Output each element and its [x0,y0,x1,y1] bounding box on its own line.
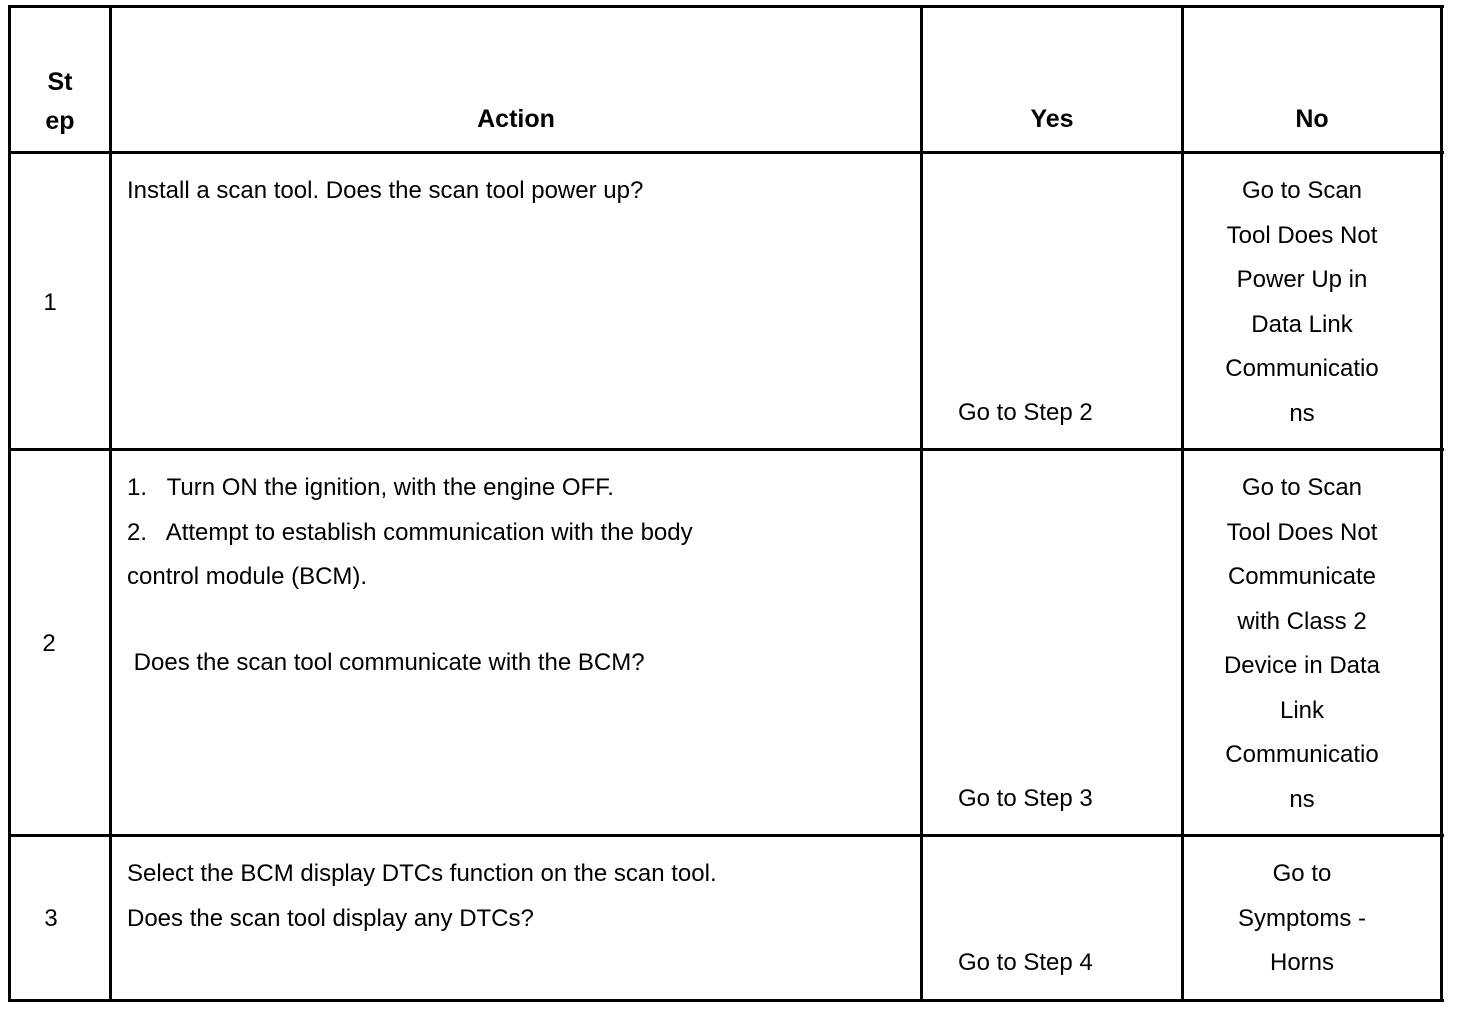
row2-action-line4: Does the scan tool communicate with the BCM? [127,648,645,676]
table-rule-top [8,5,1444,8]
table-rule-right [1440,5,1443,1002]
row2-no [1184,466,1420,822]
row2-no-line6: Link [1279,696,1325,724]
row2-no-line5: Device in Data [1223,652,1381,679]
row1-action-line1: Install a scan tool. Does the scan tool power up? [127,177,644,204]
row2-no-line8: ns [1289,785,1315,813]
row2-no-line1: Go to Scan [1241,474,1363,501]
row1-no-line1: Go to Scan [1241,177,1363,204]
row3-no [1184,852,1420,986]
row3-step: 3 [44,905,58,932]
row1-step: 1 [43,289,57,316]
table-rule-col1 [109,5,112,1002]
row3-no-line1: Go to [1272,860,1332,887]
row2-no-line3: Communicate [1227,563,1377,590]
table-rule-bottom [8,999,1444,1002]
row1-no-line4: Data Link [1251,310,1353,338]
row2-action-line1: 1. Turn ON the ignition, with the engine OFF. [127,474,614,501]
row1-action [127,169,907,214]
row1-no [1184,169,1420,436]
table-rule-left [8,5,11,1002]
table-rule-row1 [8,448,1444,451]
row2-no-line4: with Class 2 [1237,607,1367,635]
diagnostic-table [8,5,1444,1002]
row1-no-line6: ns [1289,399,1315,427]
row3-yes: Go to Step 4 [958,949,1093,976]
row2-action-line2: 2. Attempt to establish communication with the body [127,518,693,546]
header-step-line1: St [47,68,73,96]
row2-action [127,466,907,685]
header-step-line2: ep [45,107,75,135]
row1-no-line5: Communicatio [1225,355,1379,382]
row2-step: 2 [42,630,56,657]
row1-yes: Go to Step 2 [958,399,1093,426]
table-rule-col2 [920,5,923,1002]
row3-action-line2: Does the scan tool display any DTCs? [127,904,534,932]
table-rule-row2 [8,834,1444,837]
row2-yes: Go to Step 3 [958,785,1093,812]
row3-action [127,852,907,941]
table-rule-header [8,151,1444,154]
header-action: Action [477,105,555,133]
row3-no-line3: Horns [1269,949,1335,976]
header-no: No [1295,105,1329,133]
row1-no-line3: Power Up in [1236,266,1368,293]
row1-no-line2: Tool Does Not [1226,221,1378,249]
row2-no-line7: Communicatio [1225,741,1379,768]
header-step [11,63,109,141]
header-yes: Yes [1030,105,1074,133]
row3-no-line2: Symptoms - [1237,904,1366,932]
row2-no-line2: Tool Does Not [1226,518,1378,546]
row3-action-line1: Select the BCM display DTCs function on the scan tool. [127,860,717,887]
row2-action-line3: control module (BCM). [127,563,368,590]
